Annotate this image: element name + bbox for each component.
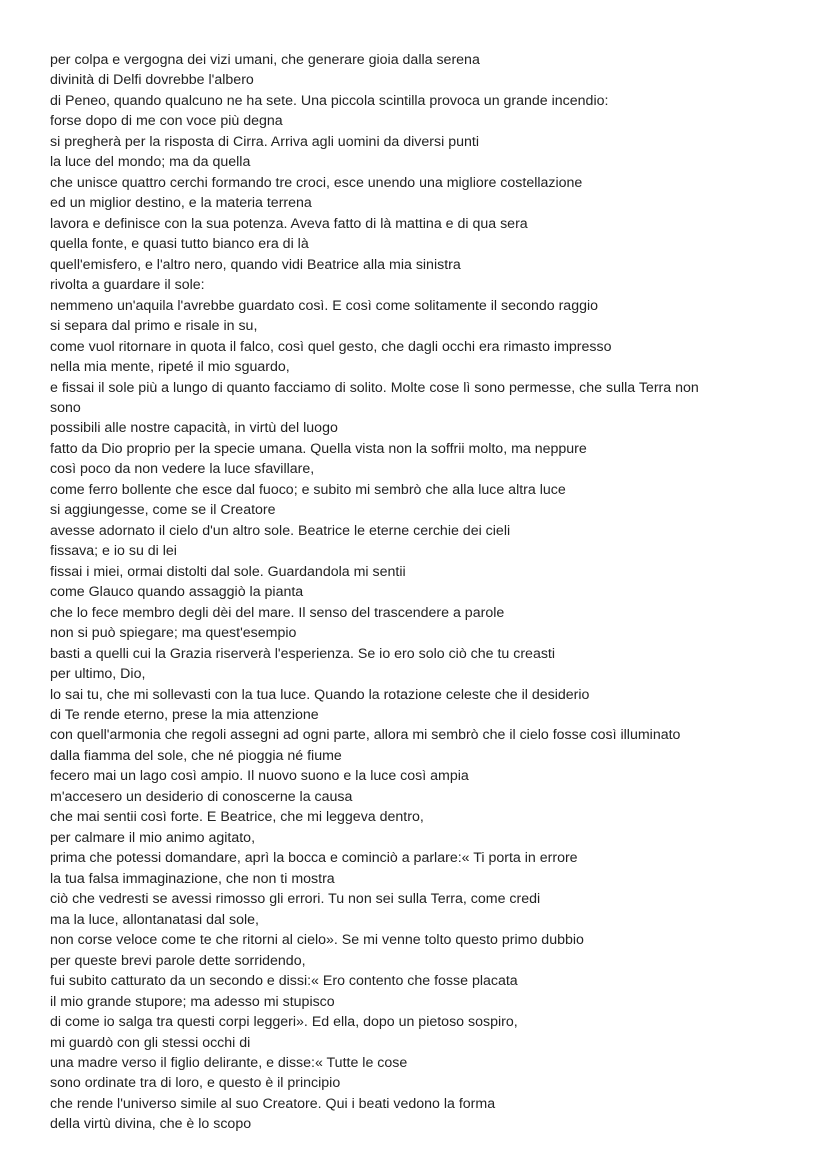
text-line: fatto da Dio proprio per la specie umana. Quella vista non la soffrii molto, ma neppure xyxy=(50,440,587,457)
text-line: come vuol ritornare in quota il falco, così quel gesto, che dagli occhi era rimasto impresso xyxy=(50,338,612,355)
text-line: lavora e definisce con la sua potenza. Aveva fatto di là mattina e di qua sera xyxy=(50,215,528,232)
text-line: fissava; e io su di lei xyxy=(50,543,177,560)
text-line: il mio grande stupore; ma adesso mi stupisco xyxy=(50,993,335,1010)
text-line: che rende l'universo simile al suo Creatore. Qui i beati vedono la forma xyxy=(50,1095,496,1112)
text-line: forse dopo di me con voce più degna xyxy=(50,113,283,130)
text-line: con quell'armonia che regoli assegni ad ogni parte, allora mi sembrò che il cielo fosse così illuminato xyxy=(50,727,681,744)
text-line: divinità di Delfi dovrebbe l'albero xyxy=(50,72,254,89)
text-line: una madre verso il figlio delirante, e disse:« Tutte le cose xyxy=(50,1054,408,1071)
text-line: nella mia mente, ripeté il mio sguardo, xyxy=(50,359,290,376)
text-line: e fissai il sole più a lungo di quanto facciamo di solito. Molte cose lì sono permesse, che sulla Terra non xyxy=(50,379,699,396)
text-line: lo sai tu, che mi sollevasti con la tua luce. Quando la rotazione celeste che il desiderio xyxy=(50,686,590,703)
text-line: possibili alle nostre capacità, in virtù del luogo xyxy=(50,420,338,437)
text-line: si pregherà per la risposta di Cirra. Arriva agli uomini da diversi punti xyxy=(50,133,479,150)
text-line: ciò che vedresti se avessi rimosso gli errori. Tu non sei sulla Terra, come credi xyxy=(50,891,541,908)
text-line: di come io salga tra questi corpi leggeri». Ed ella, dopo un pietoso sospiro, xyxy=(50,1014,518,1031)
text-line: la luce del mondo; ma da quella xyxy=(50,154,251,171)
text-line: sono ordinate tra di loro, e questo è il principio xyxy=(50,1075,341,1092)
text-line: la tua falsa immaginazione, che non ti mostra xyxy=(50,870,335,887)
text-line: della virtù divina, che è lo scopo xyxy=(50,1116,252,1133)
text-line: di Te rende eterno, prese la mia attenzione xyxy=(50,707,319,723)
text-line: fecero mai un lago così ampio. Il nuovo suono e la luce così ampia xyxy=(50,768,469,785)
text-line: fissai i miei, ormai distolti dal sole. Guardandola mi sentii xyxy=(50,563,406,580)
text-line: che mai sentii così forte. E Beatrice, che mi leggeva dentro, xyxy=(50,809,424,826)
text-line: per colpa e vergogna dei vizi umani, che generare gioia dalla serena xyxy=(50,52,480,68)
text-line: quella fonte, e quasi tutto bianco era di là xyxy=(50,236,309,253)
text-line: rivolta a guardare il sole: xyxy=(50,277,205,294)
text-line: nemmeno un'aquila l'avrebbe guardato così. E così come solitamente il secondo raggio xyxy=(50,297,599,314)
text-line: ed un miglior destino, e la materia terrena xyxy=(50,195,312,212)
document-body xyxy=(50,50,790,1135)
text-line: che unisce quattro cerchi formando tre croci, esce unendo una migliore costellazione xyxy=(50,174,583,191)
text-line: per ultimo, Dio, xyxy=(50,666,146,683)
text-line: avesse adornato il cielo d'un altro sole. Beatrice le eterne cerchie dei cieli xyxy=(50,522,511,539)
text-line: così poco da non vedere la luce sfavillare, xyxy=(50,461,315,478)
text-line: per queste brevi parole dette sorridendo, xyxy=(50,952,306,969)
text-line: mi guardò con gli stessi occhi di xyxy=(50,1034,251,1051)
text-line: di Peneo, quando qualcuno ne ha sete. Una piccola scintilla provoca un grande incendio: xyxy=(50,92,609,109)
text-line: si aggiungesse, come se il Creatore xyxy=(50,502,276,519)
text-line: fui subito catturato da un secondo e dissi:« Ero contento che fosse placata xyxy=(50,973,518,990)
text-line: come ferro bollente che esce dal fuoco; e subito mi sembrò che alla luce altra luce xyxy=(50,481,566,498)
text-line: non si può spiegare; ma quest'esempio xyxy=(50,625,297,642)
text-line: che lo fece membro degli dèi del mare. Il senso del trascendere a parole xyxy=(50,604,505,621)
text-line: prima che potessi domandare, aprì la bocca e cominciò a parlare:« Ti porta in errore xyxy=(50,850,578,867)
text-line: sono xyxy=(50,399,81,416)
text-line: non corse veloce come te che ritorni al cielo». Se mi venne tolto questo primo dubbio xyxy=(50,932,584,949)
text-line: si separa dal primo e risale in su, xyxy=(50,318,258,335)
text-line: quell'emisfero, e l'altro nero, quando vidi Beatrice alla mia sinistra xyxy=(50,256,461,273)
text-line: dalla fiamma del sole, che né pioggia né fiume xyxy=(50,747,342,764)
text-line: basti a quelli cui la Grazia riserverà l'esperienza. Se io ero solo ciò che tu creasti xyxy=(50,645,556,662)
text-line: come Glauco quando assaggiò la pianta xyxy=(50,584,304,601)
text-line: per calmare il mio animo agitato, xyxy=(50,829,256,846)
text-line: m'accesero un desiderio di conoscerne la causa xyxy=(50,788,353,805)
text-line: ma la luce, allontanatasi dal sole, xyxy=(50,911,259,928)
